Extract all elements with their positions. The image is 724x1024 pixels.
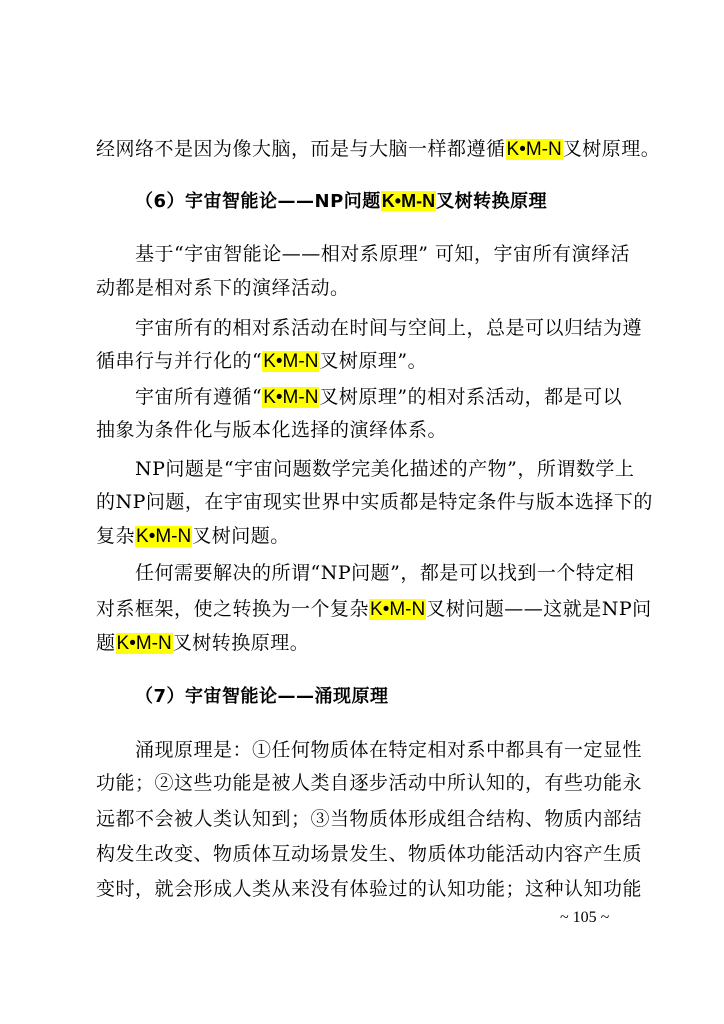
text-segment: 叉树问题。 bbox=[192, 525, 290, 547]
text-line: 任何需要解决的所谓“NP问题”，都是可以找到一个特定相 bbox=[135, 562, 635, 584]
text-line: 宇宙所有的相对系活动在时间与空间上，总是可以归结为遵 bbox=[135, 317, 643, 339]
text-segment: 叉树转换原理。 bbox=[172, 632, 310, 654]
text-segment: 题 bbox=[96, 632, 116, 654]
section-heading-7: （7）宇宙智能论——涌现原理 bbox=[135, 686, 389, 707]
highlight-kmn: K•M-N bbox=[370, 599, 426, 620]
text-line: NP问题是“宇宙问题数学完美化描述的产物”，所谓数学上 bbox=[135, 458, 635, 480]
text-line: 功能；②这些功能是被人类自逐步活动中所认知的，有些功能永 bbox=[96, 772, 643, 794]
text-segment: 对系框架，使之转换为一个复杂 bbox=[96, 598, 370, 620]
text-line: 基于“宇宙智能论——相对系原理” 可知，宇宙所有演绎活 bbox=[135, 243, 630, 265]
text-line: 动都是相对系下的演绎活动。 bbox=[96, 277, 350, 299]
text-segment: 循串行与并行化的“ bbox=[96, 350, 263, 372]
highlight-kmn: K•M-N bbox=[263, 351, 319, 372]
text-line bbox=[96, 136, 661, 162]
text-line bbox=[96, 523, 648, 549]
text-segment: 叉树原理”。 bbox=[319, 350, 428, 372]
highlight-kmn: K•M-N bbox=[116, 633, 172, 654]
text-line: 涌现原理是：①任何物质体在特定相对系中都具有一定显性 bbox=[135, 739, 643, 761]
page-number: ~ 105 ~ bbox=[560, 909, 610, 926]
text-line bbox=[135, 384, 648, 410]
text-segment: 经网络不是因为像大脑，而是与大脑一样都遵循 bbox=[96, 138, 506, 160]
text-segment: 叉树原理。 bbox=[562, 138, 661, 160]
text-line: 抽象为条件化与版本化选择的演绎体系。 bbox=[96, 419, 448, 441]
text-line: 的NP问题，在宇宙现实世界中实质都是特定条件与版本选择下的 bbox=[96, 491, 653, 513]
heading-text: （6）宇宙智能论——NP问题 bbox=[135, 191, 381, 212]
text-line: 构发生改变、物质体互动场景发生、物质体功能活动内容产生质 bbox=[96, 843, 643, 865]
heading-text: 叉树转换原理 bbox=[436, 191, 548, 212]
highlight-kmn: K•M-N bbox=[263, 387, 319, 408]
text-line bbox=[96, 348, 648, 374]
text-segment: 叉树问题——这就是NP问 bbox=[426, 598, 652, 620]
text-line bbox=[96, 630, 648, 656]
section-heading-6 bbox=[135, 188, 687, 214]
text-line: 变时，就会形成人类从来没有体验过的认知功能；这种认知功能 bbox=[96, 878, 643, 900]
text-line: 远都不会被人类认知到；③当物质体形成组合结构、物质内部结 bbox=[96, 808, 643, 830]
text-segment: 复杂 bbox=[96, 525, 136, 547]
text-segment: 叉树原理”的相对系活动，都是可以 bbox=[319, 386, 623, 408]
text-segment: 宇宙所有遵循“ bbox=[135, 386, 263, 408]
text-line bbox=[96, 596, 652, 622]
highlight-kmn: K•M-N bbox=[136, 526, 192, 547]
highlight-kmn: K•M-N bbox=[381, 191, 436, 211]
highlight-kmn: K•M-N bbox=[506, 139, 562, 160]
